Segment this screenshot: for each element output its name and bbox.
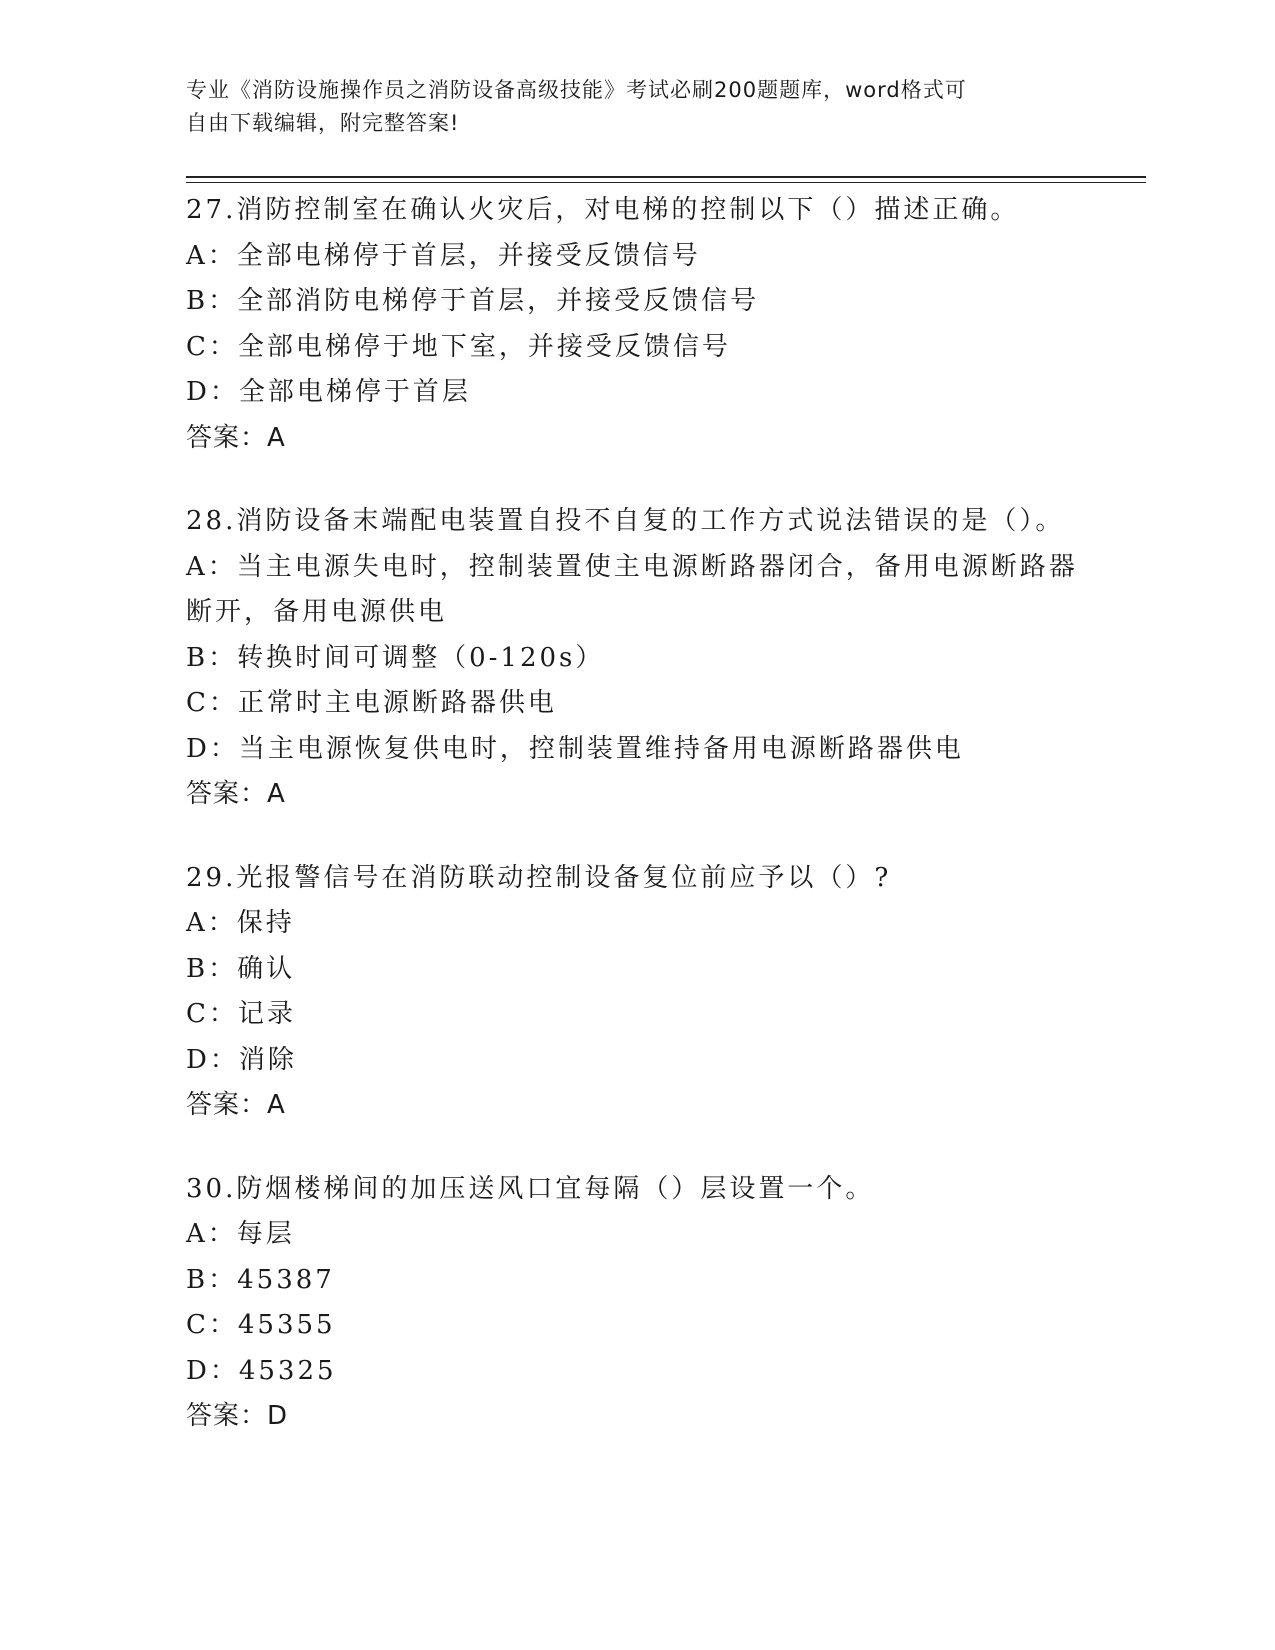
header-divider-thick [186,176,1146,178]
option-b: B：确认 [186,953,296,984]
header-line-2: 自由下载编辑，附完整答案! [186,111,460,135]
answer-label: 答案：A [186,422,286,453]
option-c: C：正常时主电源断路器供电 [186,688,557,718]
answer-label: 答案：A [186,1090,286,1120]
option-c: C：记录 [186,999,296,1029]
option-a: A：全部电梯停于首层，并接受反馈信号 [186,240,701,271]
answer-label: 答案：A [186,779,286,809]
option-a: A：保持 [186,908,295,938]
option-b: B：全部消防电梯停于首层，并接受反馈信号 [186,286,760,316]
option-b: B：45387 [186,1264,335,1295]
option-c: C：全部电梯停于地下室，并接受反馈信号 [186,331,731,362]
option-d: D：45325 [186,1355,337,1386]
answer-label: 答案：D [186,1401,289,1431]
question-stem: 29.光报警信号在消防联动控制设备复位前应予以（）? [186,862,892,893]
question-item [186,188,1086,461]
question-stem: 28.消防设备末端配电装置自投不自复的工作方式说法错误的是（）。 [186,506,1065,536]
option-d: D：消除 [186,1044,297,1075]
header-line-1: 专业《消防设施操作员之消防设备高级技能》考试必刷200题题库，word格式可 [186,78,967,102]
option-d: D：当主电源恢复供电时，控制装置维持备用电源断路器供电 [186,733,964,764]
question-item [186,856,1086,1129]
question-item [186,499,1086,818]
question-list [186,188,1086,1478]
option-c: C：45355 [186,1310,336,1340]
option-d: D：全部电梯停于首层 [186,377,471,407]
option-b: B：转换时间可调整（0-120s） [186,642,605,673]
question-stem: 30.防烟楼梯间的加压送风口宜每隔（）层设置一个。 [186,1173,875,1204]
question-stem: 27.消防控制室在确认火灾后，对电梯的控制以下（）描述正确。 [186,195,1020,225]
option-a: A：每层 [186,1219,295,1249]
header-divider-thin [186,182,1146,183]
option-a: A：当主电源失电时，控制装置使主电源断路器闭合，备用电源断路器断开，备用电源供电 [186,551,1078,627]
question-item [186,1167,1086,1440]
document-header [186,74,1066,140]
